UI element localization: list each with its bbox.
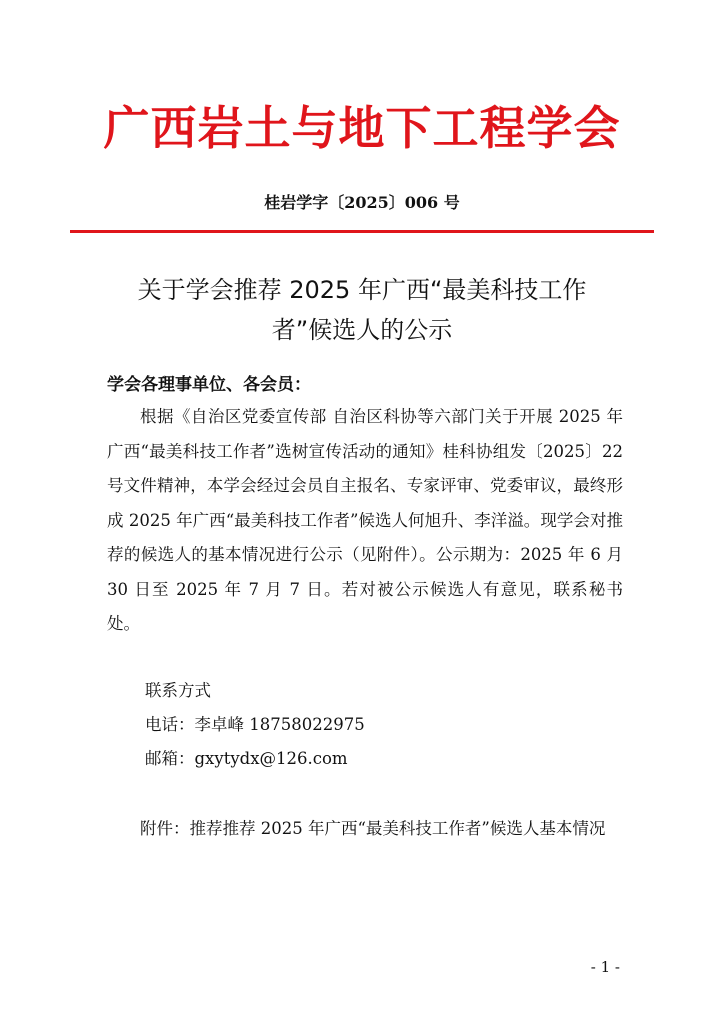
notice-title-line2: 者”候选人的公示 — [271, 316, 453, 344]
addressee: 学会各理事单位、各会员： — [107, 375, 311, 395]
notice-title — [90, 270, 634, 350]
document-number: 桂岩学字〔2025〕006 号 — [264, 193, 460, 212]
contact-phone: 电话：李卓峰 18758022975 — [145, 715, 365, 734]
notice-title-line1: 关于学会推荐 2025 年广西“最美科技工作 — [137, 276, 587, 304]
contact-heading: 联系方式 — [145, 681, 211, 700]
attachment-text: 附件：推荐推荐 2025 年广西“最美科技工作者”候选人基本情况 — [140, 819, 606, 838]
header-divider — [70, 230, 654, 233]
body-paragraph: 根据《自治区党委宣传部 自治区科协等六部门关于开展 2025 年广西“最美科技工作者”选树宣传活动的通知》桂科协组发〔2025〕22 号文件精神，本学会经过会员自主报名、专家评审、党委审议，最终形成 2025 年广西“最美科技工作者”候选人何旭升、李洋溢。现学会对推荐的候选人的基本情况进行公示（见附件）。公示期为：2025 年 6 月 30 日至 2025 年 7 月 7 日。若对被公示候选人有意见，联系秘书处。 — [107, 407, 623, 633]
attachment-section — [107, 812, 623, 846]
page-number: - 1 - — [590, 958, 620, 976]
organization-title: 广西岩土与地下工程学会 — [103, 101, 621, 155]
contact-block — [145, 674, 365, 776]
body-section — [107, 400, 623, 642]
contact-email: 邮箱：gxytydx@126.com — [145, 749, 348, 768]
